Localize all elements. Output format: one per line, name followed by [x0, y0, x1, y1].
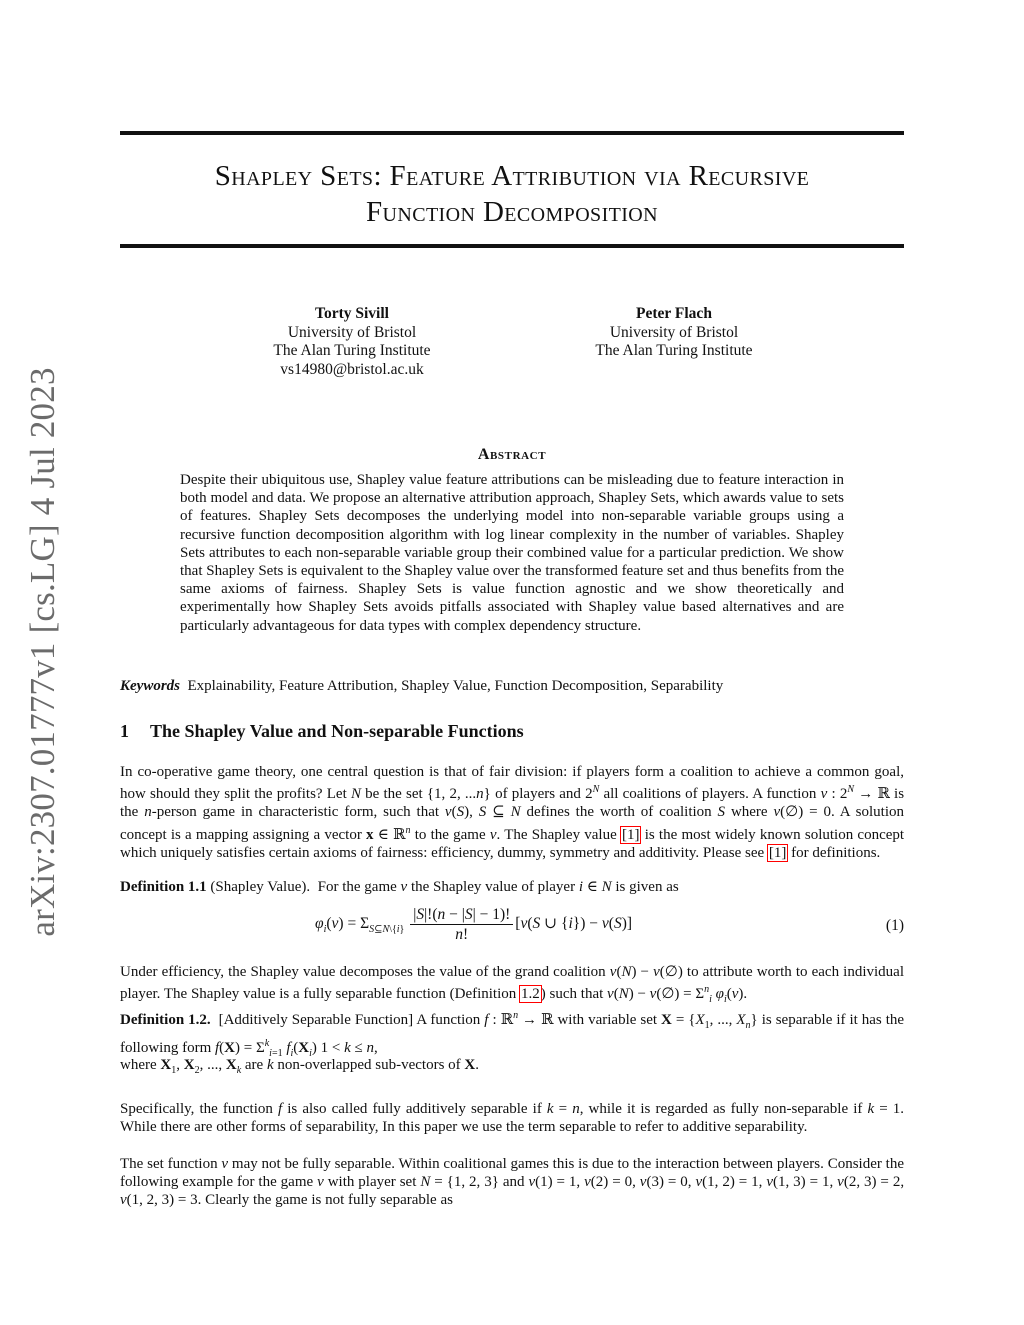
text-line: -person game in characteristic form, such that [151, 804, 440, 821]
text-line: individual player. The Shapley value is a fully separable function (Definition [120, 964, 904, 1003]
text-line: are [244, 1057, 264, 1073]
arxiv-id: arXiv:2307.01777v1 [cs.LG] 4 Jul 2023 [23, 367, 62, 937]
text-line: is the [120, 786, 905, 821]
keywords-text: Explainability, Feature Attribution, Shapley Value, Function Decomposition, Separability [187, 678, 724, 694]
text-line: , while it is regarded as fully non-separable [579, 1101, 849, 1117]
text-line: Clearly the game is not fully separable as [205, 1192, 453, 1209]
definition-title: (Shapley Value). [210, 879, 311, 895]
keywords-line [120, 677, 904, 695]
definition-1-2-where: where $X_1$, $X_2$, ..., $X_k$ are k non-overlapped sub-vectors of X. [120, 1057, 479, 1076]
section-heading [120, 721, 524, 742]
text-line: where [730, 804, 768, 821]
abstract-heading: Abstract [477, 446, 547, 463]
text-line: to the game [414, 826, 486, 843]
paragraph-example: The set function v may not be fully separable. Within coalitional games this is due to the interaction between players. Consider the following example for the game v with player set N = {1, 2, 3} and v(1) = 1, v(2) = 0, v(3) = 0, v(1, 2) = 1, v(1, 3) = 1, v(2, 3) = 2, v(1, 2, 3) = 3. Clearly the game is not fully separable as [120, 1156, 905, 1209]
title-line-1: Shapley Sets: Feature Attribution via Recursive [214, 160, 810, 192]
text-line: function [766, 786, 817, 803]
title-bottom-rule [120, 244, 904, 248]
arxiv-sidebar-stamp [18, 367, 68, 937]
text-line: Specifically, the function [120, 1101, 273, 1117]
text-line: for definitions. [791, 844, 881, 861]
author-block-2 [559, 305, 789, 361]
title-top-rule [120, 131, 904, 135]
definition-1-1: Definition 1.1 (Shapley Value). For the game v the Shapley value of player i ∈ N is given as [120, 879, 679, 895]
section-title: The Shapley Value and Non-separable Functions [150, 721, 524, 741]
text-line: The set function [120, 1156, 218, 1172]
text-line: all coalitions of players. A [603, 786, 763, 803]
text-line: separable if it has the following form [120, 1012, 905, 1057]
text-line: with variable set [557, 1012, 658, 1028]
author-name: Torty Sivill [315, 305, 389, 322]
author-affiliation: University of Bristol [287, 323, 417, 341]
text-line: is given as [615, 879, 679, 895]
text-line: the Shapley value of player [410, 879, 576, 895]
author-block-1 [237, 305, 467, 379]
text-line: players. Consider the following example for the game [120, 1156, 904, 1191]
equation-number: (1) [885, 917, 904, 934]
text-line: is the most widely known solution concept which uniquely satisfies certain axioms of fairness: efficiency, dummy, [120, 826, 905, 861]
text-line: symmetry and additivity. Please see [549, 844, 765, 861]
text-line: is [761, 1012, 772, 1028]
paper-title [120, 158, 904, 230]
author-affiliation: The Alan Turing Institute [273, 342, 431, 359]
citation-link[interactable]: [1] [768, 844, 787, 861]
author-affiliation: The Alan Turing Institute [595, 342, 753, 359]
paragraph-separability: Specifically, the function f is also called fully additively separable if k = n, while it is regarded as fully non-separable if k = 1. While there are other forms of separability, In this paper we use the term separable to refer to additive separability. [120, 1101, 905, 1136]
text-line: to attribute worth to each [686, 964, 840, 980]
section-number: 1 [120, 721, 129, 741]
author-affiliation: University of Bristol [609, 323, 739, 341]
text-line: where [120, 1057, 157, 1073]
text-line: if [853, 1101, 863, 1117]
text-line: separability. [734, 1119, 808, 1136]
text-line: In co-operative game theory, one central question is that of fair division: if players form a coalition to achieve a common [120, 764, 870, 780]
text-line: . A solution concept is a mapping assigning a vector [120, 804, 904, 843]
definition-reference-link[interactable]: 1.2 [521, 986, 540, 1003]
paragraph-intro: In co-operative game theory, one central question is that of fair division: if players form a coalition to achieve a common goal, how should they split the profits? Let N be the set {1, 2, ...n} of players and $2^N$ all coalitions of players. A function v : $2^N$ → ℝ is the n-person game in characteristic form, such that v(S), S ⊆ N defines the worth of coalition S where v(∅) = 0. A solution concept is a mapping assigning a vector x ∈ ℝ$^n$ to the game v. The Shapley value [1] is the most widely known solution concept which uniquely satisfies certain axioms of fairness: efficiency, dummy, symmetry and additivity. Please see [1] for definitions. [120, 764, 905, 861]
text-line: be the set [365, 786, 423, 803]
definition-label: Definition 1.2. [120, 1012, 211, 1028]
text-line: Under efficiency, the Shapley value decomposes the value of the grand coalition [120, 964, 606, 980]
definition-1-2: Definition 1.2. [Additively Separable Function] A function f : ℝ$^n$ → ℝ with variable set $X = \{X_1$, ..., $X_n$} is separable if it has the following form $f(X) = \Sigma^k_{i=1}$ $f_i(X_i) 1 < k \le n$, [120, 1010, 905, 1060]
formula-fraction: $\frac{|S|!(n - |S| - 1)!}{n!}$ [410, 905, 513, 944]
keywords-label: Keywords [120, 678, 180, 694]
author-name: Peter Flach [636, 305, 712, 322]
shapley-formula: $\varphi_i(v) = \Sigma_{S⊆N\backslash\{i\}}$ $\frac{|S|!(n - |S| - 1)!}{n!}$ [v(S ∪ {i}) − v(S)] [315, 906, 633, 943]
abstract-text: Despite their ubiquitous use, Shapley value feature attributions can be misleading due to feature interaction in both model and data. We propose an alternative attribution approach, Shapley Sets, which awards value to sets of features. Shapley Sets decomposes the underlying model into non-separable variable groups using a recursive function decomposition algorithm with log linear complexity in the number of variables. Shapley Sets attributes to each non-separable variable group their combined value for a particular prediction. We show that Shapley Sets is equivalent to the Shapley value over the transformed feature set and thus benefits from the same axioms of fairness. Shapley Sets is value function agnostic and we show theoretically and experimentally how Shapley Sets avoids pitfalls associated with Shapley value based alternatives and are particularly advantageous for data types with complex dependency structure. [180, 472, 844, 634]
title-line-2: Function Decomposition [365, 196, 658, 228]
text-line: is also called fully additively separable if [287, 1101, 542, 1117]
author-email[interactable]: vs14980@bristol.ac.uk [280, 360, 424, 378]
text-line: For the game [317, 879, 397, 895]
text-line: with player set [327, 1174, 417, 1191]
text-line: ) such that [540, 986, 604, 1003]
citation-link[interactable]: [1] [621, 826, 640, 843]
definition-title: [Additively Separable Function] [218, 1012, 414, 1028]
text-line: . While there are other forms of separability, In this paper we use the term separable to refer to additive [120, 1101, 905, 1136]
text-line: . The Shapley value [496, 826, 617, 843]
text-line: A function [416, 1012, 481, 1028]
definition-label: Definition 1.1 [120, 879, 207, 895]
text-line: goal, how should they split the profits? Let [120, 764, 904, 803]
equation-1 [120, 905, 904, 949]
text-line: and [502, 1174, 525, 1191]
text-line: defines the worth of coalition [526, 804, 712, 821]
text-line: may not be fully separable. Within coalitional games this is due to the interaction between [231, 1156, 773, 1172]
text-line: non-overlapped sub-vectors of [277, 1057, 461, 1073]
text-line: of players and [495, 786, 581, 803]
paragraph-efficiency: Under efficiency, the Shapley value decomposes the value of the grand coalition v(N) − v(∅) to attribute worth to each individual player. The Shapley value is a fully separable function (Definition 1.2) such that v(N) − v(∅) = $\Sigma^n_i$ $\varphi_i(v)$. [120, 964, 904, 1006]
